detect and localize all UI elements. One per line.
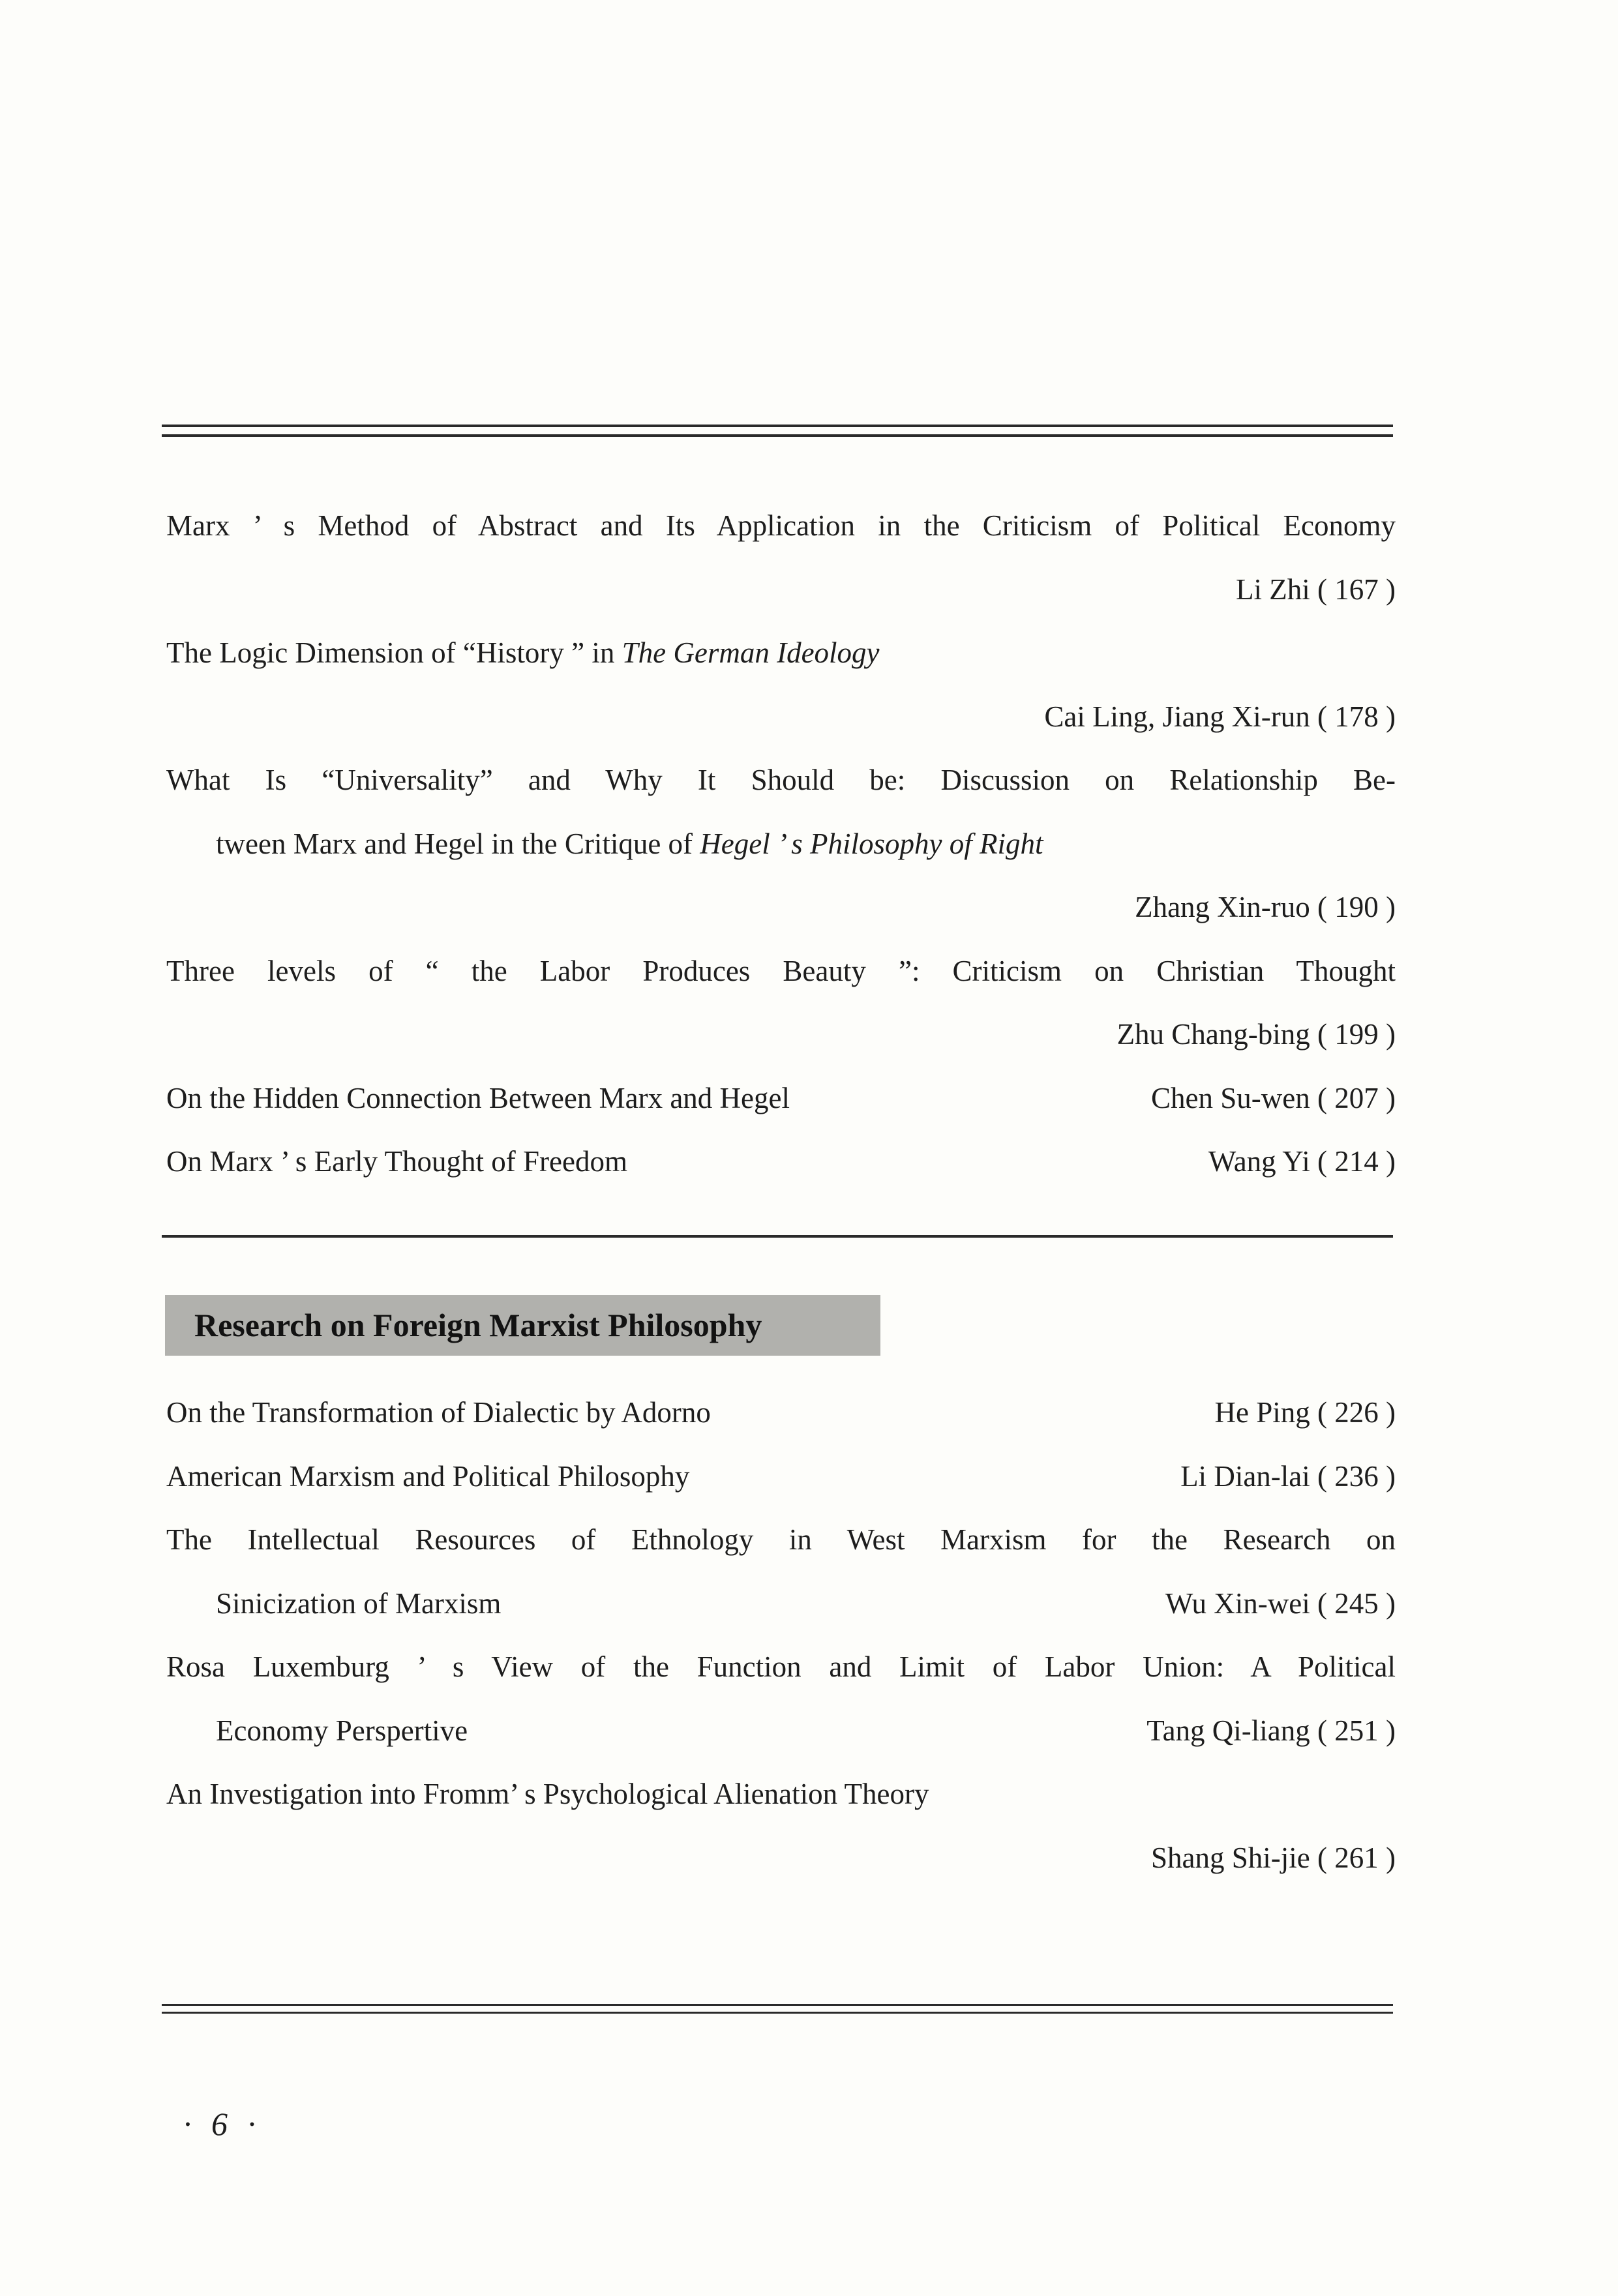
toc-entry-author: Li Zhi ( 167 ) xyxy=(1236,573,1396,606)
title-text: tween Marx and Hegel in the Critique of xyxy=(216,827,700,860)
toc-entry-title: Marx ’ s Method of Abstract and Its Application in the Criticism of Political Economy xyxy=(166,509,1396,542)
toc-entry-title: What Is “Universality” and Why It Should be: Discussion on Relationship Be- xyxy=(166,764,1396,796)
toc-entry-title: On Marx ’ s Early Thought of Freedom xyxy=(166,1145,627,1178)
toc-entry-title: American Marxism and Political Philosophy xyxy=(166,1459,690,1493)
title-book-italic: The German Ideology xyxy=(622,636,880,669)
toc-entry-title-continuation: Economy Perspertive xyxy=(216,1714,468,1747)
toc-entry-title: On the Hidden Connection Between Marx and Hegel xyxy=(166,1081,790,1114)
toc-entry-row xyxy=(166,1699,1396,1763)
toc-entry-row xyxy=(166,1381,1396,1445)
toc-entry-author: Zhang Xin-ruo ( 190 ) xyxy=(1135,891,1396,923)
toc-entry-title: An Investigation into Fromm’ s Psychological Alienation Theory xyxy=(166,1778,929,1810)
toc-entry-author: He Ping ( 226 ) xyxy=(1214,1396,1396,1429)
section-header: Research on Foreign Marxist Philosophy xyxy=(165,1295,880,1356)
toc-entry-title-continuation: Sinicization of Marxism xyxy=(216,1587,502,1620)
section-divider-rule xyxy=(162,1235,1393,1238)
bottom-double-rule xyxy=(162,2004,1393,2014)
toc-section-continuation xyxy=(166,494,1396,1194)
title-book-italic: Hegel ’ s Philosophy of Right xyxy=(700,827,1043,860)
toc-entry-author: Cai Ling, Jiang Xi-run ( 178 ) xyxy=(1044,700,1396,733)
toc-entry-author: Shang Shi-jie ( 261 ) xyxy=(1151,1841,1396,1874)
toc-entry-title xyxy=(166,621,1396,685)
toc-entry-row xyxy=(166,1067,1396,1131)
toc-entry-title: The Intellectual Resources of Ethnology in West Marxism for the Research on xyxy=(166,1523,1396,1556)
toc-entry-title: Three levels of “ the Labor Produces Beauty ”: Criticism on Christian Thought xyxy=(166,954,1396,987)
toc-entry-author: Wang Yi ( 214 ) xyxy=(1208,1145,1396,1178)
toc-entry-title: On the Transformation of Dialectic by Adorno xyxy=(166,1396,711,1429)
toc-entry-author: Zhu Chang-bing ( 199 ) xyxy=(1116,1018,1396,1051)
title-text: The Logic Dimension of “History ” in xyxy=(166,636,622,669)
toc-entry-author: Wu Xin-wei ( 245 ) xyxy=(1165,1587,1396,1620)
toc-entry-author: Tang Qi-liang ( 251 ) xyxy=(1146,1714,1396,1747)
toc-entry-title: Rosa Luxemburg ’ s View of the Function and Limit of Labor Union: A Political xyxy=(166,1650,1396,1683)
toc-entry-author: Chen Su-wen ( 207 ) xyxy=(1151,1081,1396,1114)
toc-entry-row xyxy=(166,1130,1396,1194)
top-double-rule xyxy=(162,425,1393,437)
toc-entry-row xyxy=(166,1572,1396,1636)
page-number: · 6 · xyxy=(183,2106,256,2142)
toc-entry-row xyxy=(166,1445,1396,1509)
toc-entry-title-continuation xyxy=(166,813,1396,876)
toc-section-foreign-marxist xyxy=(166,1381,1396,1890)
toc-entry-author: Li Dian-lai ( 236 ) xyxy=(1180,1459,1396,1493)
